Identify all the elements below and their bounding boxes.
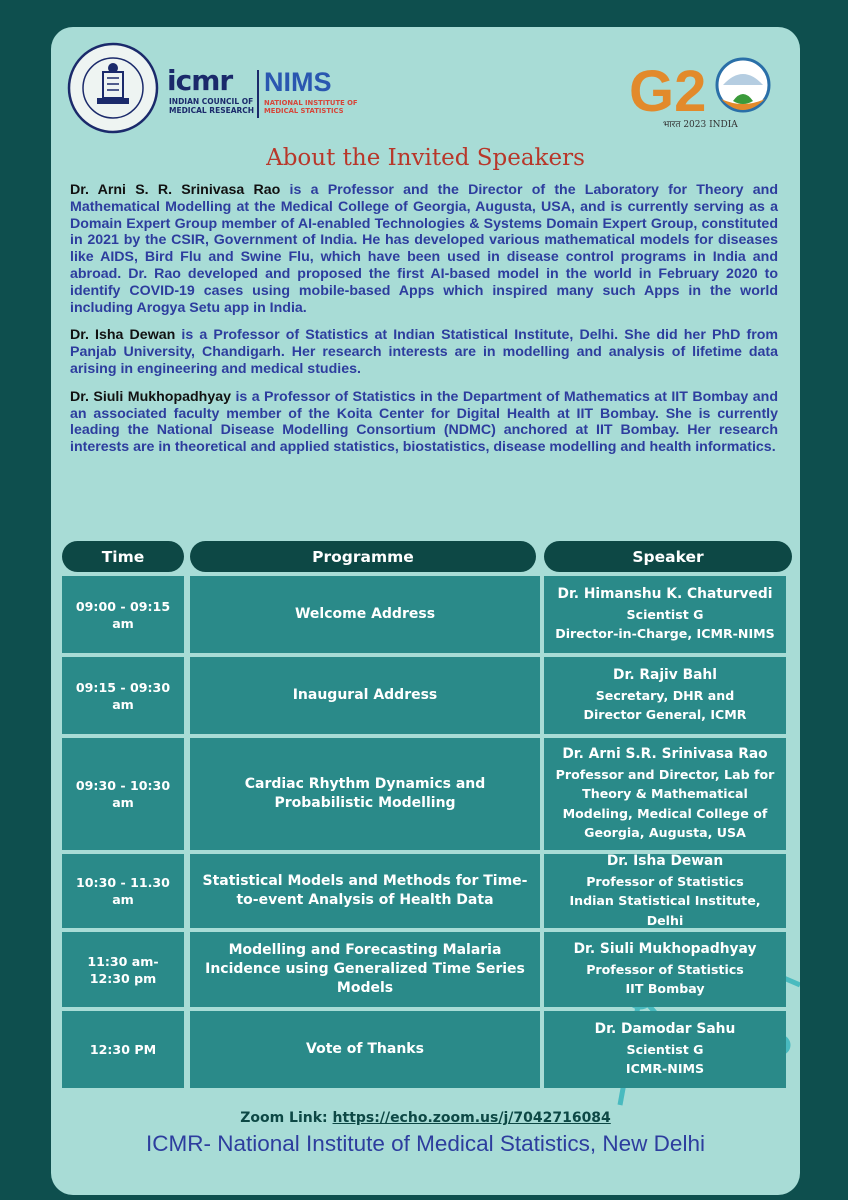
table-cell-programme: Statistical Models and Methods for Time-to-event Analysis of Health Data	[190, 854, 540, 928]
poster-card	[51, 27, 800, 1195]
speaker-detail: Scientist G	[626, 1041, 704, 1057]
header	[51, 27, 800, 142]
bio-text: is a Professor and the Director of the Laboratory for Theory and Mathematical Modelling at the Medical College of Georgia, Augusta, USA, and is currently serving as a Domain Expert Group member of AI-enabled Technologies & Systems Domain Expert Group, constituted in 2021 by the CSIR, Government of India. He has developed various mathematical models for diseases like AIDS, Bird Flu and Swine Flu, which have been used in disease control programs in India and abroad. Dr. Rao developed and proposed the first AI-based model in the world in February 2020 to identify COVID-19 cases using mobile-based Apps which inspired many such Apps in the world including Arogya Setu app in India.	[70, 182, 778, 316]
speaker-name: Dr. Himanshu K. Chaturvedi	[557, 586, 773, 603]
zoom-line	[51, 1110, 800, 1126]
table-cell-time: 09:00 - 09:15 am	[62, 576, 184, 653]
zoom-link[interactable]: https://echo.zoom.us/j/7042716084	[332, 1110, 611, 1126]
bio-paragraph	[70, 389, 778, 456]
bio-text: is a Professor of Statistics in the Department of Mathematics at IIT Bombay and an associated faculty member of the Koita Center for Digital Health at IIT Bombay. She is currently leading the National Disease Modelling Consortium (NDMC) anchored at IIT Bombay. Her research interests are in theoretical and applied statistics, biostatistics, disease modelling and health informatics.	[70, 388, 778, 456]
speaker-name: Dr. Damodar Sahu	[594, 1021, 736, 1038]
header-speaker: Speaker	[544, 541, 792, 572]
table-cell-speaker	[544, 657, 786, 734]
table-cell-speaker	[544, 854, 786, 928]
g20-logo-subtitle: भारत 2023 INDIA	[663, 120, 738, 130]
speaker-detail: Scientist G	[626, 606, 704, 622]
zoom-label: Zoom Link:	[240, 1110, 333, 1126]
bio-text: is a Professor of Statistics at Indian Statistical Institute, Delhi. She did her PhD from Panjab University, Chandigarh. Her research interests are in modelling and analysis of lifetime data arising in engineering and medical studies.	[70, 327, 778, 377]
table-cell-programme: Inaugural Address	[190, 657, 540, 734]
table-cell-time: 09:15 - 09:30 am	[62, 657, 184, 734]
speaker-detail: Professor of Statistics	[586, 873, 744, 889]
table-cell-programme: Welcome Address	[190, 576, 540, 653]
nims-logo-subtitle: NATIONAL INSTITUTE OF MEDICAL STATISTICS	[264, 99, 358, 115]
table-cell-programme: Vote of Thanks	[190, 1011, 540, 1088]
speaker-name: Dr. Arni S.R. Srinivasa Rao	[562, 746, 768, 763]
speaker-detail: Indian Statistical Institute, Delhi	[569, 893, 761, 928]
svg-text:G2: G2	[629, 59, 707, 124]
speaker-detail: Theory & Mathematical	[582, 786, 748, 802]
table-cell-speaker	[544, 1011, 786, 1088]
table-cell-speaker	[544, 738, 786, 850]
speaker-detail: Director-in-Charge, ICMR-NIMS	[555, 626, 775, 642]
bio-name: Dr. Isha Dewan	[70, 327, 176, 344]
header-time: Time	[62, 541, 184, 572]
icmr-logo-subtitle: INDIAN COUNCIL OF MEDICAL RESEARCH	[169, 97, 255, 115]
institute-name: ICMR- National Institute of Medical Statistics, New Delhi	[146, 1131, 705, 1156]
table-cell-speaker	[544, 576, 786, 653]
bio-name: Dr. Siuli Mukhopadhyay	[70, 388, 232, 405]
speaker-name: Dr. Isha Dewan	[606, 853, 724, 869]
speaker-detail: ICMR-NIMS	[625, 1061, 705, 1077]
table-cell-programme: Cardiac Rhythm Dynamics and Probabilistic Modelling	[190, 738, 540, 850]
bio-paragraph	[70, 182, 778, 316]
table-cell-time: 10:30 - 11.30 am	[62, 854, 184, 928]
speaker-detail: Secretary, DHR and	[595, 687, 735, 703]
speaker-name: Dr. Rajiv Bahl	[613, 667, 717, 684]
bio-paragraph	[70, 327, 778, 377]
table-cell-time: 09:30 - 10:30 am	[62, 738, 184, 850]
speaker-detail: IIT Bombay	[625, 981, 705, 997]
speaker-detail: Modeling, Medical College of	[562, 805, 768, 821]
table-cell-programme: Modelling and Forecasting Malaria Incidence using Generalized Time Series Models	[190, 932, 540, 1007]
nims-logo: NIMS	[264, 67, 332, 97]
speaker-detail: Director General, ICMR	[583, 707, 747, 723]
icmr-seal-logo	[67, 42, 159, 134]
page-title: About the Invited Speakers	[266, 145, 585, 171]
bio-name: Dr. Arni S. R. Srinivasa Rao	[70, 182, 281, 198]
table-cell-time: 11:30 am- 12:30 pm	[62, 932, 184, 1007]
speaker-detail: Professor of Statistics	[586, 961, 744, 977]
speaker-bios	[70, 182, 778, 467]
speaker-detail: Georgia, Augusta, USA	[584, 825, 746, 841]
header-programme: Programme	[190, 541, 536, 572]
speaker-name: Dr. Siuli Mukhopadhyay	[573, 941, 757, 958]
table-cell-time: 12:30 PM	[62, 1011, 184, 1088]
table-cell-speaker	[544, 932, 786, 1007]
icmr-logo: icmr	[167, 64, 233, 97]
logo-divider	[257, 70, 259, 118]
speaker-detail: Professor and Director, Lab for	[555, 766, 775, 782]
